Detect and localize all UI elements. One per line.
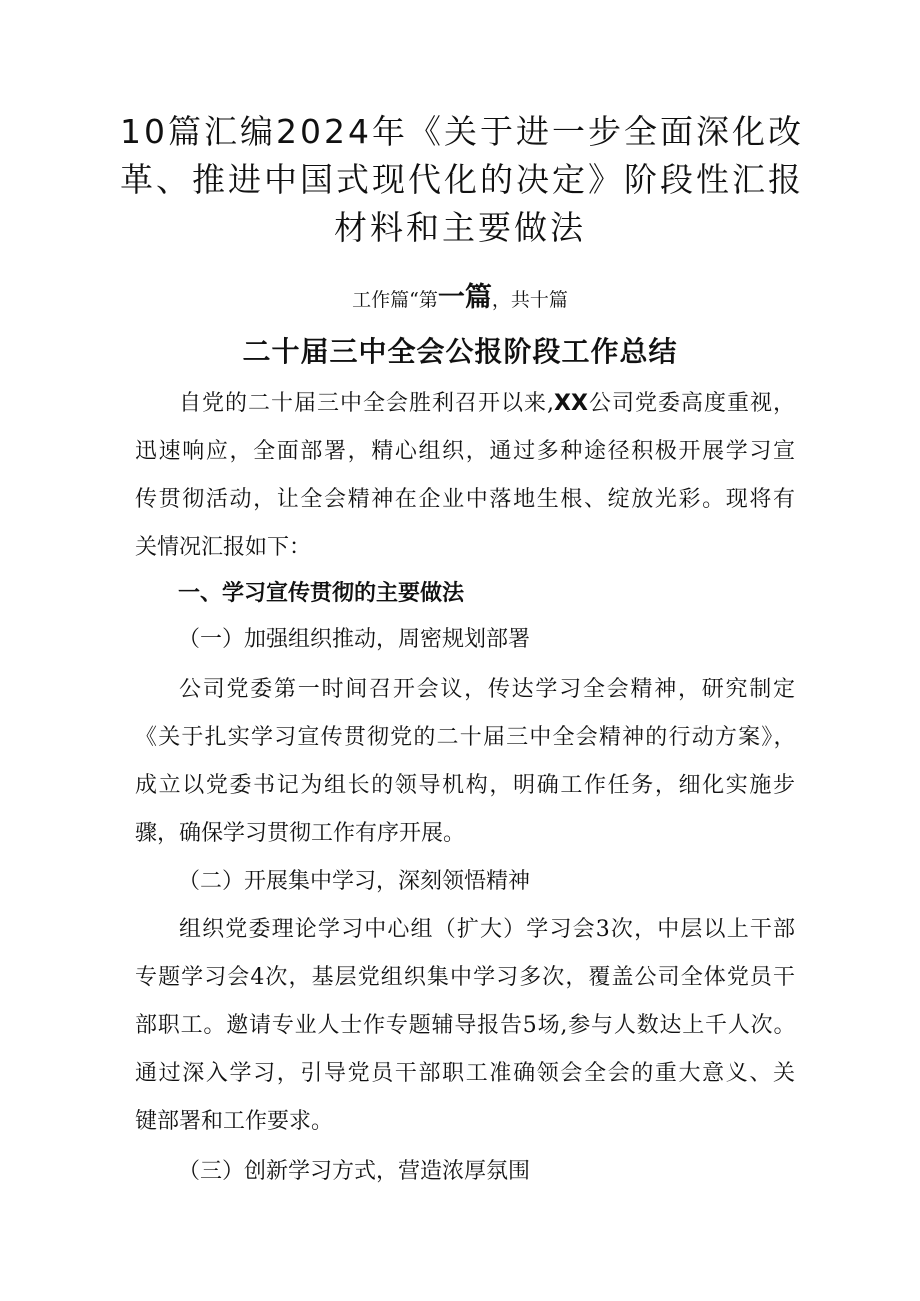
paragraph-line: 通过深入学习，引导党员干部职工准确领会全会的重大意义、关 xyxy=(135,1061,795,1086)
series-subtitle xyxy=(240,282,680,316)
document-title xyxy=(120,108,804,252)
title-line: 10篇汇编2024年《关于进一步全面深化改 xyxy=(120,112,804,151)
company-placeholder: XX xyxy=(554,391,588,416)
subtitle-prefix: 工作篇“第 xyxy=(352,289,438,311)
title-line: 材料和主要做法 xyxy=(334,208,586,247)
paragraph-line: 键部署和工作要求。 xyxy=(135,1109,334,1134)
paragraph-line: 《关于扎实学习宣传贯彻党的二十届三中全会精神的行动方案》， xyxy=(135,725,795,750)
heading-level-1: 一、学习宣传贯彻的主要做法 xyxy=(178,581,465,606)
intro-paragraph xyxy=(135,380,795,572)
intro-text-end: 公司党委高度重视， xyxy=(587,391,795,416)
paragraph-line: 迅速响应，全面部署，精心组织，通过多种途径积极开展学习宣 xyxy=(135,439,795,464)
paragraph-line: 公司党委第一时间召开会议，传达学习全会精神，研究制定 xyxy=(179,677,795,702)
paragraph-line xyxy=(135,380,795,428)
paragraph-line: 部职工。邀请专业人士作专题辅导报告5场,参与人数达上千人次。 xyxy=(135,1013,795,1038)
paragraph-line: 关情况汇报如下： xyxy=(135,535,312,560)
title-line: 革、推进中国式现代化的决定》阶段性汇报 xyxy=(120,160,804,199)
subheading-2: （二）开展集中学习，深刻领悟精神 xyxy=(178,869,531,894)
section-title: 二十届三中全会公报阶段工作总结 xyxy=(242,335,678,368)
subtitle-suffix: ，共十篇 xyxy=(491,289,568,311)
paragraph-1 xyxy=(135,666,795,858)
intro-text-start: 自党的二十届三中全会胜利召开以来, xyxy=(179,391,555,416)
subheading-1: （一）加强组织推动，周密规划部署 xyxy=(178,627,531,652)
paragraph-2 xyxy=(135,906,795,1146)
paragraph-line: 骤，确保学习贯彻工作有序开展。 xyxy=(135,821,466,846)
paragraph-line: 专题学习会4次，基层党组织集中学习多次，覆盖公司全体党员干 xyxy=(135,965,795,990)
subtitle-emphasis: 一篇 xyxy=(437,282,492,313)
paragraph-line: 传贯彻活动，让全会精神在企业中落地生根、绽放光彩。现将有 xyxy=(135,487,795,512)
paragraph-line: 成立以党委书记为组长的领导机构，明确工作任务，细化实施步 xyxy=(135,773,795,798)
paragraph-line: 组织党委理论学习中心组（扩大）学习会3次，中层以上干部 xyxy=(179,917,795,942)
subheading-3: （三）创新学习方式，营造浓厚氛围 xyxy=(178,1159,531,1184)
